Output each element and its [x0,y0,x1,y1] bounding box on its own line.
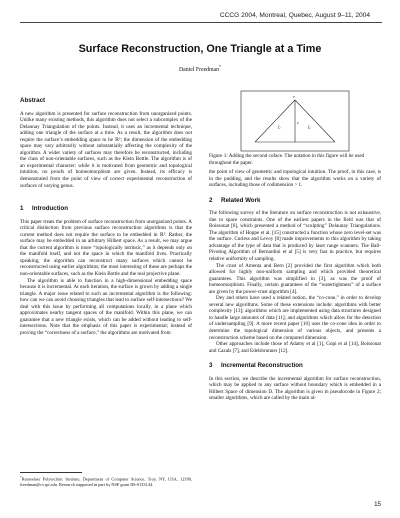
section-title: Introduction [32,205,69,213]
related-paragraph-1: The following survey of the literature on surface reconstruction is not exhaustive, due to space constraints. One of the earliest papers in the field was that of Boissonat [6], which presented a method of “sculpting” Delaunay Triangulations. The algorithm of Hoppe et al. [15] constructed a function whose zero level-set was the surface. Curless and Levoy [8] made improvements to this algorithm by taking advantage of the type of data that is produced by laser range scanners. The Ball-Pivoting Algorithm of Bernardini et al [5] is very fast in practice, but requires relative uniformity of sampling. [209,210,381,263]
section-number: 1 [20,205,24,213]
figure-label-right-face: f₂ [308,124,311,129]
author-name: Daniel Freedman [178,66,220,73]
figure-1-diagram [240,90,350,152]
section-heading-related-work [209,198,381,205]
related-paragraph-3: Dey and others have used a related notion, the “co-cone,” in order to develop several new algorithms. Some of these extensions include: algorithms with better complexity [13]; algorithms which are implemented using data structures designed to handle large amounts of data [11]; and algorithms which allow for the detection of undersampling [9]. A more recent paper [10] uses the co-cone idea in order to determine the topological dimension of various objects, and presents a reconstruction scheme based on the computed dimension. [209,295,381,341]
page-number: 15 [374,501,381,508]
author-footnote-mark: * [219,64,222,69]
section-title: Incremental Reconstruction [221,362,303,370]
section-heading-incremental [209,363,381,370]
author-footnote [20,475,192,487]
footnote-text: Rensselaer Polytechnic Institute, Department of Computer Science, Troy, NY, USA, 12180, freedman@cs.rpi.edu. Research supported in part by NSF grant IIS-0133144. [20,476,192,487]
figure-1-caption: Figure 1: Adding the second coface. The notation in this figure will be used throughout the paper. [209,153,365,166]
author-line [0,64,400,73]
intro-paragraph-2: The algorithm is able to function in a high-dimensional embedding space because it is incremental. At each iteration, the surface is grown by adding a single triangle. A major issue related to such an incremental algorithm is the following: how can we can avoid choosing triangles that lead to surface self-intersections? We deal with this issue by performing all computations locally, in a plane which approximates nearby tangent spaces of the manifold. Within this plane, we can guarantee that a new triangle exists, which can be added without leading to self-intersections. Note that the emphasis of this paper is experimental; instead of proving the “correctness of a surface,” the algorithms are motivated from [20,277,192,336]
footnote-mark: * [20,475,22,479]
figure-label-left-face: f₁ [278,124,281,129]
header-rule [20,22,382,23]
figure-label-vertex: v [293,94,295,99]
related-paragraph-2: The crust of Amenta and Bern [2] provided the first algorithm which both allowed for highly non-uniform sampling and which provided theoretical guarantees. This algorithm was simplified in [3], as was the proof of homeomorphism. Finally, certain guarantees of the “watertightness” of a surface are given by the power-crust algorithm [4]. [209,262,381,295]
incremental-paragraph-1: In this section, we describe the incremental algorithm for surface reconstruction, which may be applied to any surface without boundary which is embedded in a Hilbert Space of dimension D. The algorithm is given in pseudocode in Figure 2; smaller algorithms, which are called by the main al- [209,375,381,402]
right-column [209,169,381,402]
abstract-heading: Abstract [20,97,46,104]
running-head: CCCG 2004, Montreal, Quebec, August 9–11, 2004 [219,12,370,19]
intro-paragraph-1: This paper treats the problem of surface reconstruction from unorganized points. A critical distinction from previous surface reconstruction algorithms is that the current method does not require the surface to be embedded in ℝ³. Rather, the surface may be embedded in an arbitrary Hilbert space. As a result, we may argue that the current algorithm is more “topologically intrinsic,” as it depends only on the manifold itself, and not the space in which the manifold lives. Practically speaking, the algorithm can reconstruct many surfaces which cannot be reconstructed using earlier algorithms; the most interesting of these are perhaps the non-orientable surfaces, such as the Klein Bottle and the real projective plane. [20,218,192,278]
figure-label-edge: e [297,120,299,125]
section-heading-introduction [20,206,192,213]
paper-title: Surface Reconstruction, One Triangle at a Time [78,43,322,55]
section-number: 2 [209,196,213,204]
abstract-text: A new algorithm is presented for surface reconstruction from unorganized points. Unlike many existing methods, this algorithm does not select a subcomplex of the Delaunay Triangulation of the points. Instead, it uses an incremental technique, adding one triangle of the surface at a time. As a result, the algorithm does not require the surface’s embedding space to be ℝ³; the dimension of the embedding space may vary arbitrarily without substantially affecting the complexity of the algorithm. A wider variety of surfaces may therefore be reconstructed, including the class of non-orientable surfaces, such as the Klein Bottle. The algorithm is of an experimental character: while it is motivated from geometric and topological intuition, no proofs of homeomorphism are given. Instead, its efficacy is demonstrated from the point of view of correct experimental reconstruction of surfaces of varying genus. [20,110,192,189]
left-column [20,98,192,337]
edge-left [255,100,295,142]
section-number: 3 [209,362,213,370]
edge-right [295,100,335,142]
related-paragraph-4: Other approaches include those of Adamy et al [1], Gopi et al [14], Boissonat and Cazals [7], and Edelsbrunner [12]. [209,341,381,354]
footnote-rule [20,472,82,473]
section-title: Related Work [221,196,261,204]
intro-continuation: the point of view of geometric and topological intuition. The proof, in this case, is in the pudding, and the results show that the algorithm works on a variety of surfaces, including those of codimension > 1. [209,169,381,189]
